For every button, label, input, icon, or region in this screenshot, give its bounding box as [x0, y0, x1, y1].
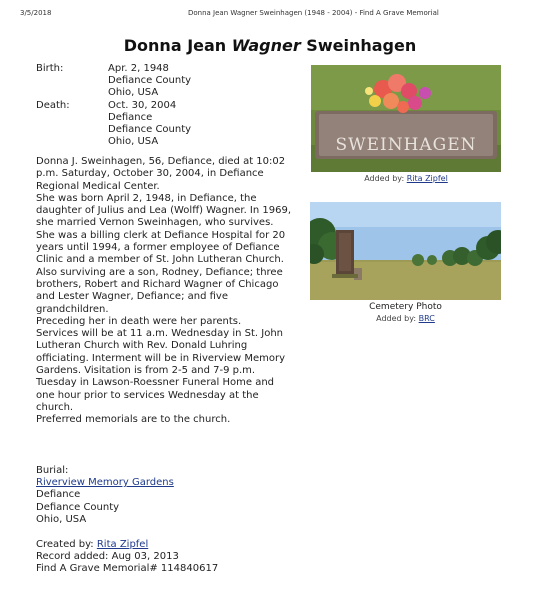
headstone-caption	[311, 174, 501, 183]
bio-paragraph: Donna J. Sweinhagen, 56, Defiance, died at 10:02 p.m. Saturday, October 30, 2004, in Defiance Regional Medical Center.	[36, 156, 286, 192]
headstone-text: SWEINHAGEN	[335, 135, 477, 155]
bio-paragraph: Preceding her in death were her parents.	[36, 315, 242, 327]
burial-info	[36, 465, 174, 526]
cemetery-link[interactable]: Riverview Memory Gardens	[36, 477, 174, 489]
death-county: Defiance County	[108, 124, 192, 135]
bio-paragraph: Services will be at 11 a.m. Wednesday in St. John Lutheran Church with Rev. Donald Luhring officiating. Interment will be in Riverview Memory Gardens. Visitation is from 2-5 and 7-9 p.m. Tuesday in Lawson-Roessner Funeral Home and one hour prior to services Wednesday at the church.	[36, 328, 286, 413]
memorial-id: Find A Grave Memorial# 114840617	[36, 563, 219, 575]
burial-state: Ohio, USA	[36, 513, 87, 525]
print-date: 3/5/2018	[20, 9, 52, 17]
bio-paragraph: Preferred memorials are to the church.	[36, 414, 231, 426]
surname: Sweinhagen	[306, 36, 417, 55]
death-label: Death:	[36, 100, 70, 111]
cemetery-photo-credit	[310, 314, 501, 323]
burial-label: Burial:	[36, 465, 69, 476]
death-date: Oct. 30, 2004	[108, 100, 177, 111]
burial-city: Defiance	[36, 489, 81, 501]
memorial-name	[0, 36, 540, 55]
bio-paragraph: She was born April 2, 1948, in Defiance, the daughter of Julius and Lea (Wolff) Wagner. In 1969, she married Vernon Sweinhagen, who survives. She was a billing clerk at Defiance Hospital for 20 years until 1994, a former employee of Defiance Clinic and a member of St. John Lutheran Church.	[36, 192, 292, 266]
maiden-name: Wagner	[231, 36, 301, 55]
record-added: Record added: Aug 03, 2013	[36, 551, 179, 563]
headstone-added-by-link[interactable]: Rita Zipfel	[406, 174, 448, 183]
birth-label: Birth:	[36, 63, 64, 74]
added-by-label: Added by:	[376, 314, 417, 323]
cemetery-added-by-link[interactable]: BRC	[418, 314, 435, 323]
burial-county: Defiance County	[36, 501, 120, 513]
birth-date: Apr. 2, 1948	[108, 63, 169, 74]
birth-place: Ohio, USA	[108, 87, 159, 98]
record-meta	[36, 539, 218, 576]
added-by-label: Added by:	[364, 174, 405, 183]
creator-link[interactable]: Rita Zipfel	[96, 539, 149, 550]
bio-paragraph: Also surviving are a son, Rodney, Defiance; three brothers, Robert and Richard Wagner of Chicago and Lester Wagner, Defiance; and five grandchildren.	[36, 266, 283, 315]
cemetery-photo-caption: Cemetery Photo	[369, 302, 442, 312]
print-page-title: Donna Jean Wagner Sweinhagen (1948 - 2004) - Find A Grave Memorial	[188, 9, 439, 17]
birth-county: Defiance County	[108, 75, 192, 86]
first-names: Donna Jean	[123, 36, 227, 55]
death-city: Defiance	[108, 112, 153, 123]
biography	[36, 156, 294, 427]
death-place: Ohio, USA	[108, 136, 159, 147]
created-by-label: Created by:	[36, 539, 94, 550]
cemetery-photo[interactable]	[310, 202, 501, 300]
headstone-photo[interactable]	[311, 65, 501, 172]
